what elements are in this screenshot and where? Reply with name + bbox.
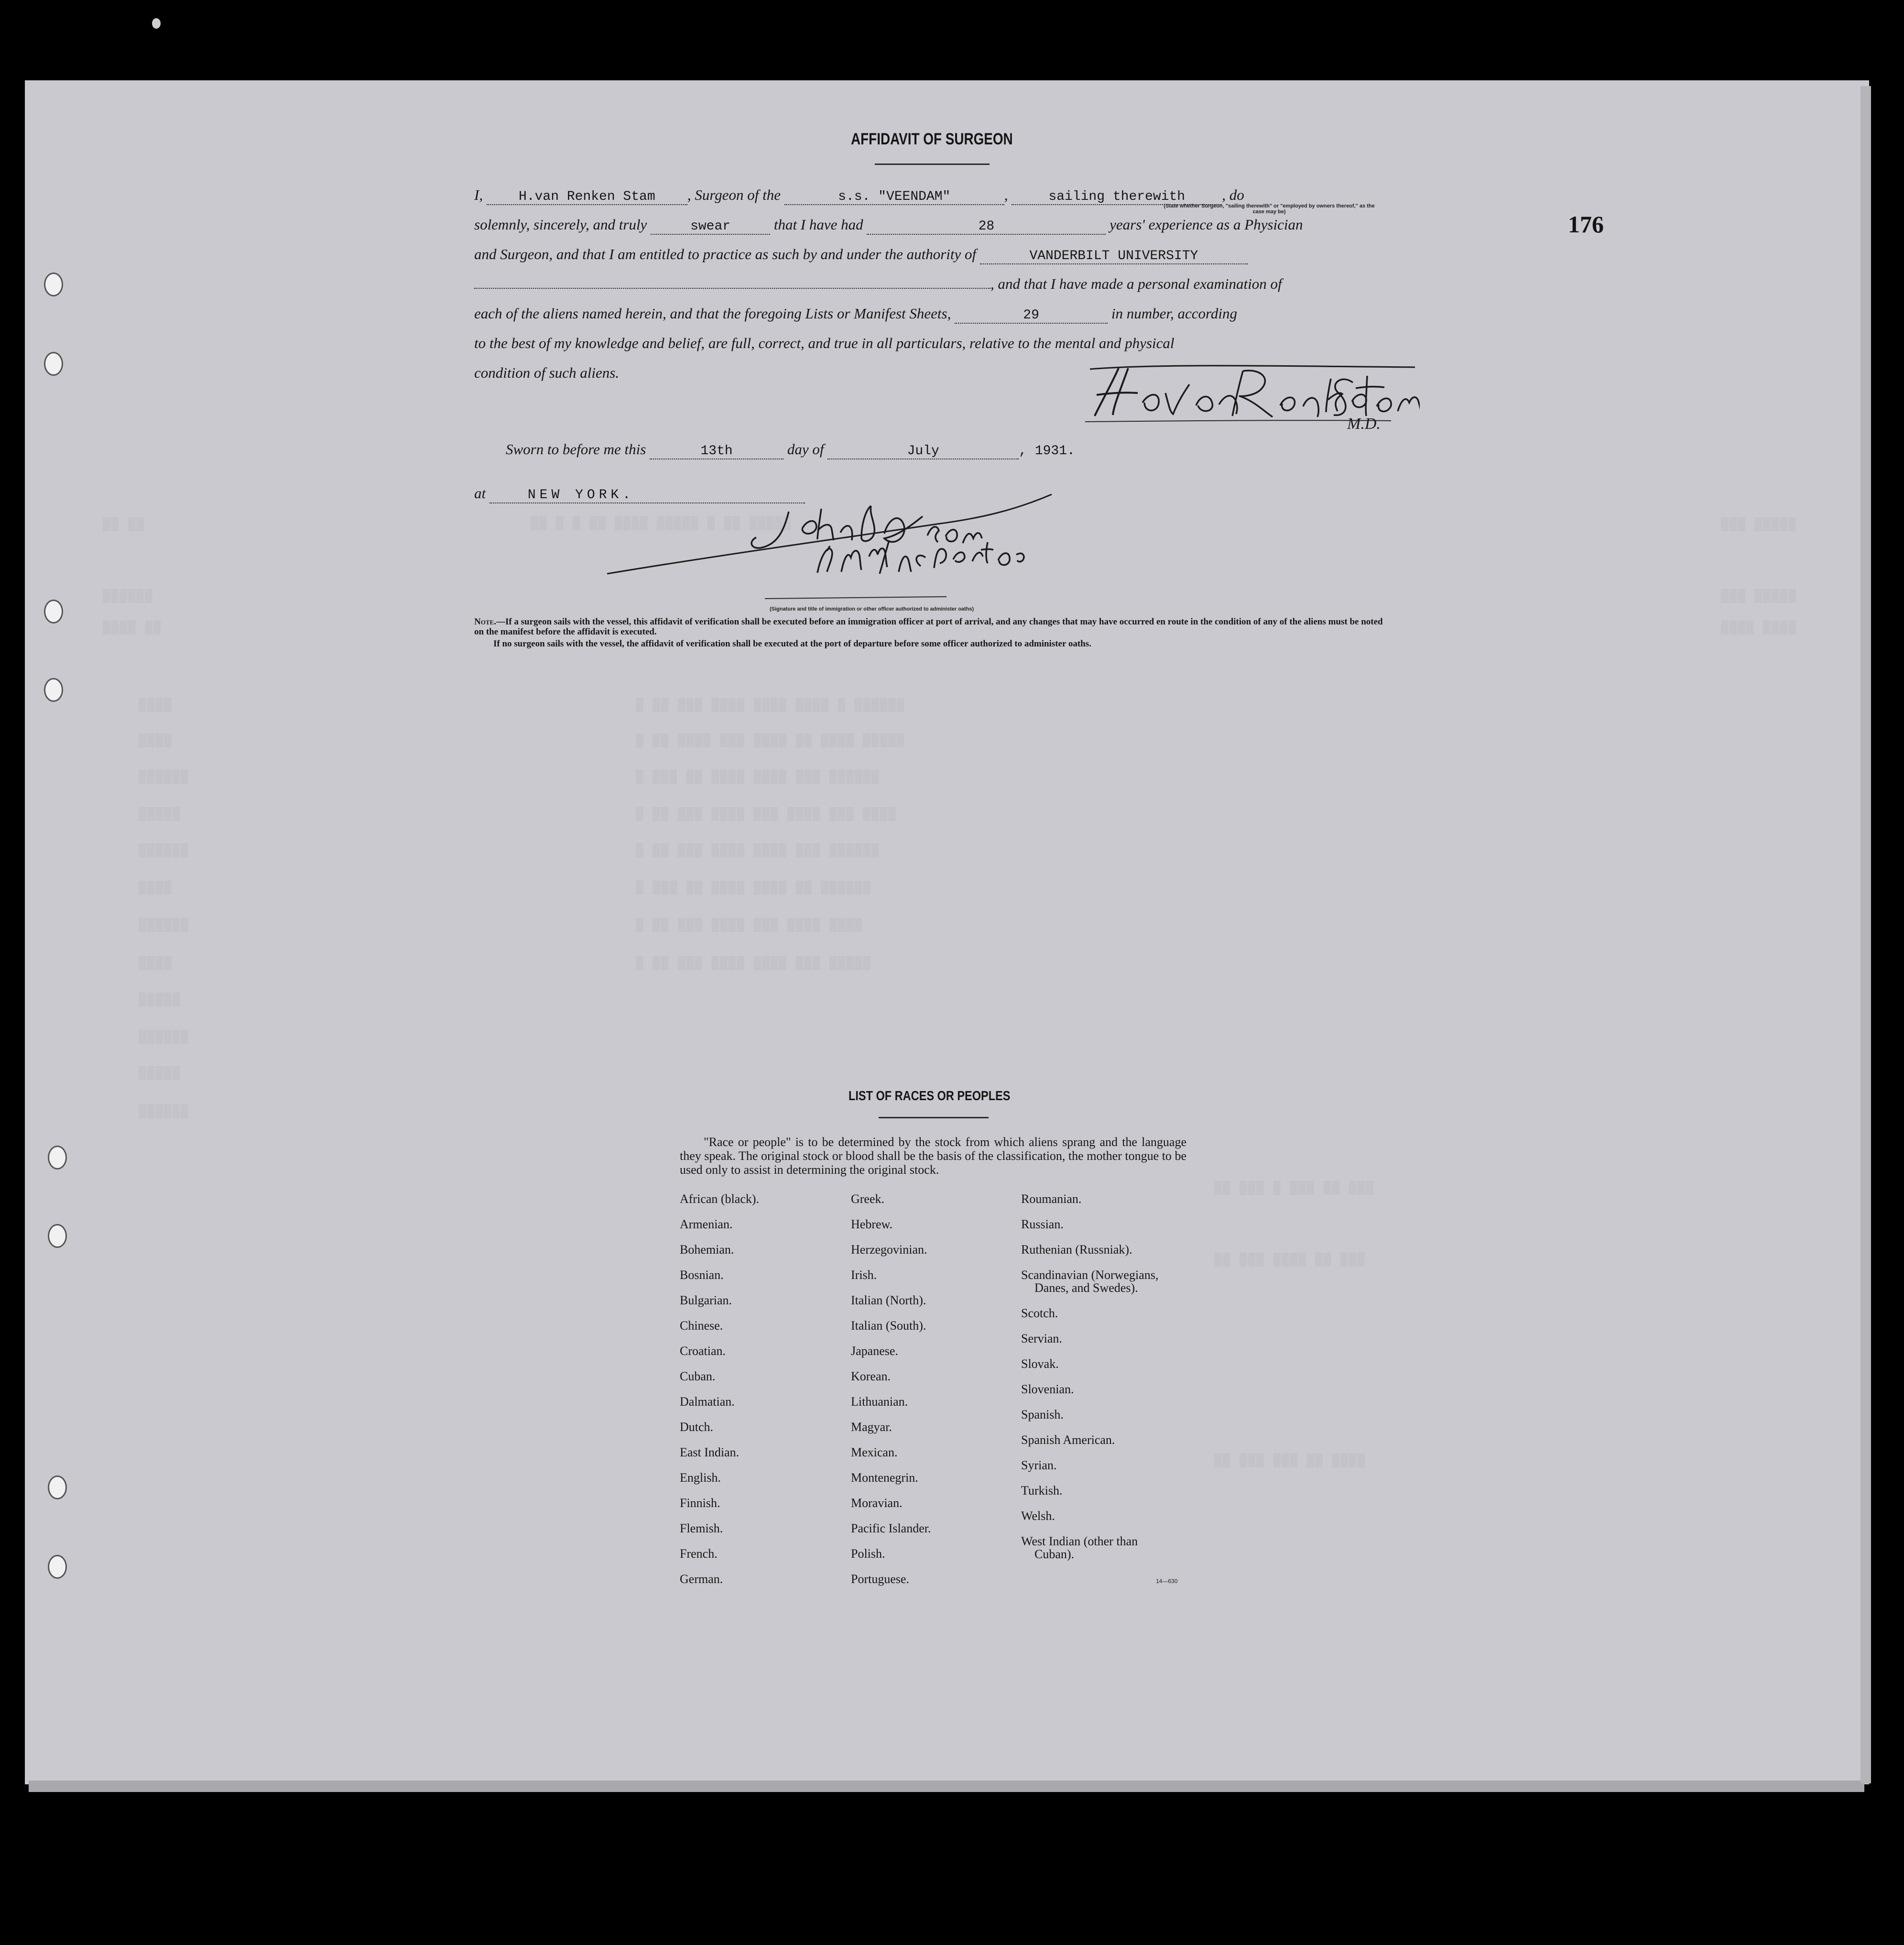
race-item: Chinese.: [680, 1319, 723, 1333]
affidavit-title: AFFIDAVIT OF SURGEON: [851, 130, 1013, 148]
race-item: Magyar.: [851, 1420, 892, 1434]
race-item: Slovak.: [1021, 1357, 1059, 1371]
sworn-day-field: 13th: [650, 444, 783, 459]
race-item: Syrian.: [1021, 1458, 1057, 1472]
sheet-right-edge: [1860, 86, 1871, 1783]
race-item: Spanish.: [1021, 1408, 1064, 1421]
race-item: Bulgarian.: [680, 1293, 732, 1307]
race-item: Greek.: [851, 1192, 885, 1206]
race-item: Bohemian.: [680, 1243, 734, 1257]
page-number: 176: [1568, 211, 1604, 238]
races-intro: "Race or people" is to be determined by the stock from which aliens sprang and the language they speak. The original stock or blood shall be the basis of the classification, the mother tongue to be used only to assist in determining the original stock.: [680, 1135, 1186, 1177]
sailing-status-note: (State whether Surgeon, "sailing therewith" or "employed by owners thereof," as the case may be): [1164, 203, 1375, 215]
race-item: Scotch.: [1021, 1306, 1058, 1320]
race-item: Bosnian.: [680, 1268, 724, 1282]
race-item: Finnish.: [680, 1496, 720, 1510]
surgeon-note: Note.—If a surgeon sails with the vessel, this affidavit of verification shall be executed before an immigration officer at port of arrival, and any changes that may have occurred en route in the condition of any of the aliens must be noted on the manifest before the affidavit is executed.: [474, 617, 1383, 637]
race-item: English.: [680, 1471, 721, 1485]
race-item: Portuguese.: [851, 1572, 910, 1586]
title-underline: [875, 164, 990, 165]
affidavit-line-1: I, H.van Renken Stam , Surgeon of the s.s. "VEENDAM" , sailing therewith , do: [474, 186, 1244, 204]
races-column-3: [1021, 1192, 1158, 1573]
race-item: Japanese.: [851, 1344, 898, 1358]
race-item: Moravian.: [851, 1496, 903, 1510]
race-item: Ruthenian (Russniak).: [1021, 1243, 1132, 1257]
race-item: Flemish.: [680, 1521, 723, 1535]
race-item: East Indian.: [680, 1445, 740, 1459]
races-title: LIST OF RACES OR PEOPLES: [849, 1088, 1011, 1103]
race-item: Polish.: [851, 1547, 885, 1561]
affidavit-line-6: to the best of my knowledge and belief, are full, correct, and true in all particulars, relative to the mental and physical: [474, 335, 1175, 351]
sworn-line: Sworn to before me this 13th day of July , 1931.: [506, 441, 1075, 459]
form-number: 14—630: [1156, 1578, 1178, 1584]
affidavit-line-5: each of the aliens named herein, and that the foregoing Lists or Manifest Sheets, 29 in number, according: [474, 305, 1238, 323]
officer-signature: [602, 483, 1080, 612]
race-item: Korean.: [851, 1369, 891, 1383]
race-item: Servian.: [1021, 1332, 1062, 1345]
sworn-year: , 1931.: [1019, 444, 1075, 459]
races-title-underline: [879, 1117, 989, 1118]
binder-hole: [48, 1224, 67, 1248]
races-column-2: [851, 1192, 931, 1598]
race-item: Pacific Islander.: [851, 1521, 931, 1535]
binder-hole: [44, 273, 63, 296]
race-item: Spanish American.: [1021, 1433, 1115, 1447]
race-item: Montenegrin.: [851, 1471, 918, 1485]
races-column-1: [680, 1192, 759, 1598]
race-item: Italian (North).: [851, 1293, 926, 1307]
binder-hole: [44, 600, 63, 623]
race-item: African (black).: [680, 1192, 760, 1206]
affidavit-line-7: condition of such aliens.: [474, 364, 620, 381]
race-item: Croatian.: [680, 1344, 726, 1358]
binder-hole: [48, 1555, 67, 1579]
race-item: Dalmatian.: [680, 1395, 735, 1409]
race-item: Armenian.: [680, 1217, 733, 1231]
race-item: Irish.: [851, 1268, 877, 1282]
authority-continuation-field: [474, 288, 990, 289]
race-item: Italian (South).: [851, 1319, 926, 1333]
race-item: Welsh.: [1021, 1509, 1055, 1523]
surgeon-name-field: H.van Renken Stam: [487, 189, 687, 205]
authority-field: VANDERBILT UNIVERSITY: [980, 249, 1248, 264]
race-item: Turkish.: [1021, 1484, 1063, 1497]
race-item: Cuban.: [680, 1369, 716, 1383]
binder-hole: [48, 1146, 67, 1169]
sheet-count-field: 29: [955, 308, 1108, 324]
surgeon-note-2: If no surgeon sails with the vessel, the affidavit of verification shall be executed at the port of departure before some officer authorized to administer oaths.: [493, 639, 1091, 649]
corner-speck: [152, 18, 161, 29]
binder-hole: [44, 352, 63, 376]
binder-hole: [48, 1475, 67, 1499]
race-item: Roumanian.: [1021, 1192, 1082, 1206]
race-item: Dutch.: [680, 1420, 714, 1434]
sworn-month-field: July: [827, 444, 1019, 459]
sheet-bottom-edge: [29, 1781, 1864, 1792]
race-item: Scandinavian (Norwegians, Danes, and Swedes).: [1021, 1268, 1159, 1295]
place-field: NEW YORK.: [490, 488, 805, 503]
place-line: at NEW YORK.: [474, 485, 805, 503]
affidavit-line-2: solemnly, sincerely, and truly swear that I have had 28 years' experience as a Physician: [474, 216, 1303, 234]
race-item: French.: [680, 1547, 718, 1561]
years-experience-field: 28: [867, 219, 1106, 235]
affidavit-line-3: and Surgeon, and that I am entitled to practice as such by and under the authority of VANDERBILT UNIVERSITY: [474, 246, 1248, 264]
oath-type-field: swear: [651, 219, 770, 235]
race-item: German.: [680, 1572, 723, 1586]
race-item: Lithuanian.: [851, 1395, 908, 1409]
race-item: Mexican.: [851, 1445, 898, 1459]
race-item: West Indian (other than Cuban).: [1021, 1534, 1138, 1561]
vessel-name-field: s.s. "VEENDAM": [784, 189, 1004, 205]
officer-signature-caption: (Signature and title of immigration or other officer authorized to administer oaths): [770, 606, 974, 612]
sailing-status-field: sailing therewith: [1012, 189, 1222, 205]
race-item: Herzegovinian.: [851, 1243, 927, 1257]
affidavit-line-4: , and that I have made a personal examination of: [474, 275, 1282, 293]
surgeon-md-suffix: M.D.: [1347, 415, 1381, 433]
binder-hole: [44, 678, 63, 702]
race-item: Slovenian.: [1021, 1382, 1074, 1396]
race-item: Hebrew.: [851, 1217, 893, 1231]
race-item: Russian.: [1021, 1217, 1064, 1231]
